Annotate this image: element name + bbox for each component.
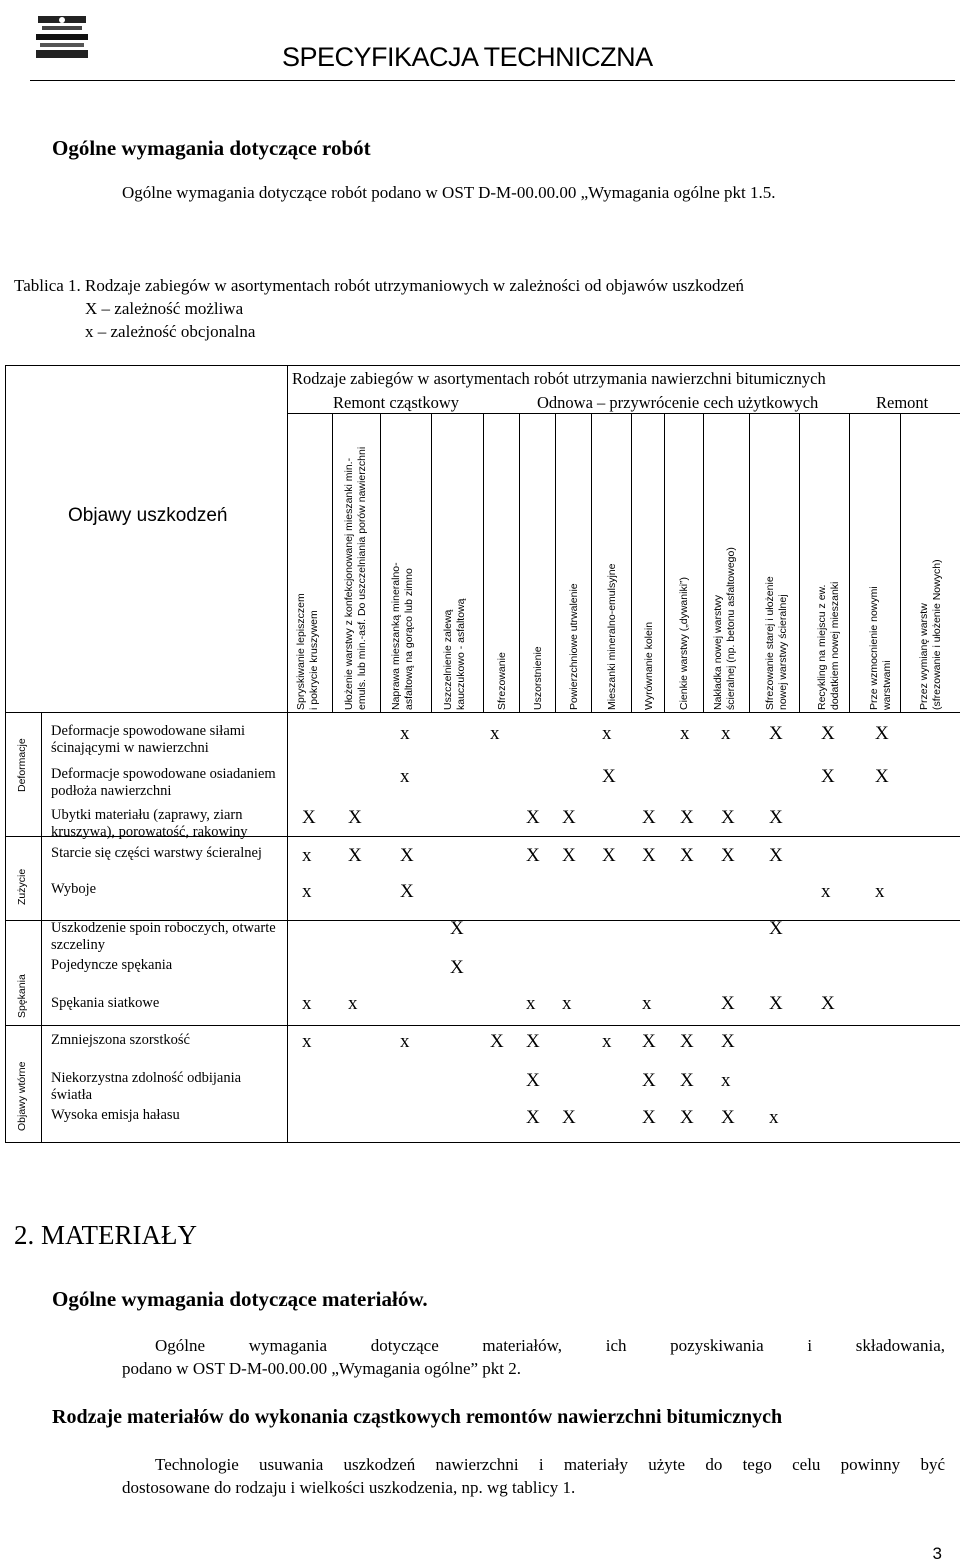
table-mark: X: [721, 993, 735, 1014]
row-name: Pojedyncze spękania: [51, 957, 173, 973]
header-divider: [30, 80, 955, 81]
section-2-title: [14, 1220, 197, 1251]
table-mark: X: [450, 957, 464, 978]
table-mark: x: [302, 881, 312, 902]
table-mark: X: [602, 845, 616, 866]
col-header-roughening: Uszorstnienie: [532, 646, 544, 710]
table-mark: X: [680, 1031, 694, 1052]
col-header-surface-dressing: Powierzchniowe utrwalenie: [568, 583, 580, 710]
col-header-sealing: Uszczelnienie zalewą kauczukowo - asfaltową: [442, 598, 467, 710]
table-mark: X: [526, 845, 540, 866]
table-mark: x: [400, 766, 410, 787]
table-mark: X: [875, 766, 889, 787]
table-mark: X: [875, 723, 889, 744]
table-mark: x: [875, 881, 885, 902]
col-header-overlay: Nakładka nowej warstwy ścieralnej (np. betonu asfaltowego): [712, 547, 737, 710]
row-name: Zmniejszona szorstkość: [51, 1032, 190, 1048]
table-mark: X: [642, 1107, 656, 1128]
col-header-recycling: Recykling na miejscu z ew. dodatkiem nowej mieszanki: [816, 581, 841, 710]
group-header-renewal: Odnowa – przywrócenie cech użytkowych: [537, 393, 819, 412]
col-header-slurry: Mieszanki mineralno-emulsyjne: [606, 563, 618, 710]
table-mark: x: [400, 723, 410, 744]
table-legend-lowercase: x – zależność obcjonalna: [85, 322, 256, 341]
table-mark: X: [302, 807, 316, 828]
table-mark: X: [450, 918, 464, 939]
section-heading-material-types: Rodzaje materiałów do wykonania cząstkowych remontów nawierzchni bitumicznych: [52, 1406, 783, 1428]
col-header-rut-levelling: Wyrównanie kolein: [643, 621, 655, 710]
table-mark: X: [821, 766, 835, 787]
col-header-mill-and-lay: Sfrezowanie starej i ułożenie nowej warstwy ścieralnej: [764, 576, 789, 710]
document-header-title: SPECYFIKACJA TECHNICZNA: [282, 42, 653, 72]
table-caption: [14, 276, 744, 296]
table-caption-line1: Tablica 1. Rodzaje zabiegów w asortymentach robót utrzymaniowych w zależności od objawów uszkodzeń: [14, 276, 745, 295]
table-mark: X: [642, 1070, 656, 1091]
col-header-strengthening: Prze wzmocnienie nowymi warstwami: [868, 586, 893, 710]
table-mark: X: [769, 807, 783, 828]
col-header-spraying: Spryskiwanie lepiszczem i pokrycie kruszywem: [295, 593, 320, 710]
category-deformations: Deformacje: [16, 738, 28, 792]
page-number: 3: [932, 1544, 942, 1563]
group-header-repair: Remont: [876, 393, 929, 412]
table-mark: X: [642, 1031, 656, 1052]
table-mark: X: [721, 1031, 735, 1052]
category-secondary: Objawy wtórne: [16, 1061, 28, 1131]
table-mark: x: [721, 1070, 731, 1091]
table-super-header: Rodzaje zabiegów w asortymentach robót utrzymania nawierzchni bitumicznych: [292, 369, 826, 388]
table-mark: X: [642, 807, 656, 828]
col-header-mix-layer: Ułożenie warstwy z konfekcjonowanej mieszanki min.- emuls. lub min.-asf. Do uszczelniania porów nawierzchni: [343, 446, 368, 710]
table-mark: X: [400, 881, 414, 902]
table-mark: x: [821, 881, 831, 902]
row-name: Ubytki materiału (zaprawy, ziarn kruszywa), porowatość, rakowiny: [51, 807, 248, 840]
table-mark: X: [348, 807, 362, 828]
table-mark: x: [721, 723, 731, 744]
table-mark: X: [526, 1107, 540, 1128]
table-mark: x: [562, 993, 572, 1014]
table-mark: x: [302, 845, 312, 866]
materials-paragraph-line2: podano w OST D-M-00.00.00 „Wymagania ogólne” pkt 2.: [122, 1359, 522, 1378]
row-name: Starcie się części warstwy ścieralnej: [51, 845, 262, 861]
table-mark: X: [680, 1107, 694, 1128]
table-mark: X: [400, 845, 414, 866]
section-heading-materials: Ogólne wymagania dotyczące materiałów.: [52, 1287, 428, 1311]
row-name: Deformacje spowodowane osiadaniem podłoża nawierzchni: [51, 766, 276, 799]
table-mark: x: [769, 1107, 779, 1128]
table-mark: X: [680, 807, 694, 828]
table-mark: X: [348, 845, 362, 866]
technologies-paragraph-line2: dostosowane do rodzaju i wielkości uszkodzenia, np. wg tablicy 1.: [122, 1478, 576, 1497]
table-mark: X: [642, 845, 656, 866]
category-wear: Zużycie: [16, 868, 28, 905]
table-mark: x: [302, 1031, 312, 1052]
category-cracks: Spękania: [16, 974, 28, 1018]
table-mark: x: [602, 723, 612, 744]
table-mark: X: [821, 723, 835, 744]
table-mark: X: [526, 1070, 540, 1091]
table-mark: X: [769, 845, 783, 866]
section-heading-works: Ogólne wymagania dotyczące robót: [52, 136, 371, 160]
table-mark: X: [490, 1031, 504, 1052]
table-mark: X: [526, 807, 540, 828]
row-name: Niekorzystna zdolność odbijania światła: [51, 1070, 242, 1103]
table-mark: x: [602, 1031, 612, 1052]
symptoms-label: Objawy uszkodzeń: [68, 505, 228, 526]
table-mark: x: [348, 993, 358, 1014]
row-name: Wysoka emisja hałasu: [51, 1107, 180, 1123]
col-header-thin-layers: Cienkie warstwy („dywaniki”): [678, 576, 690, 710]
section-text-works: Ogólne wymagania dotyczące robót podano w OST D-M-00.00.00 „Wymagania ogólne pkt 1.5.: [122, 183, 776, 202]
table-mark: X: [721, 845, 735, 866]
table-mark: x: [302, 993, 312, 1014]
table-mark: x: [490, 723, 500, 744]
row-name: Deformacje spowodowane siłami ścinającymi w nawierzchni: [51, 723, 246, 756]
row-name: Wyboje: [51, 881, 97, 897]
row-name: Spękania siatkowe: [51, 995, 160, 1011]
col-header-asphalt-patch: Naprawa mieszanką mineralno- asfaltową na gorąco lub zimno: [390, 562, 415, 710]
section-2-number: 2.: [14, 1220, 35, 1250]
table-mark: x: [400, 1031, 410, 1052]
table-mark: X: [821, 993, 835, 1014]
table-mark: X: [680, 845, 694, 866]
col-header-replacement: Przez wymianę warstw (sfrezowanie i ułożenie Nowych): [918, 559, 943, 710]
table-legend-uppercase: X – zależność możliwa: [85, 299, 244, 318]
row-name: Uszkodzenie spoin roboczych, otwarte szczeliny: [51, 920, 276, 953]
col-header-milling: Sfrezowanie: [496, 652, 508, 710]
table-mark: X: [769, 918, 783, 939]
table-mark: x: [680, 723, 690, 744]
table-mark: x: [642, 993, 652, 1014]
materials-paragraph-line1: Ogólne wymagania dotyczące materiałów, ich pozyskiwania i składowania,: [155, 1336, 945, 1355]
section-2-name: MATERIAŁY: [41, 1220, 197, 1250]
table-mark: X: [769, 993, 783, 1014]
group-header-partial-repair: Remont cząstkowy: [333, 393, 460, 412]
company-logo: [32, 12, 92, 64]
table-mark: X: [562, 1107, 576, 1128]
table-mark: X: [602, 766, 616, 787]
table-mark: X: [721, 807, 735, 828]
table-mark: x: [526, 993, 536, 1014]
technologies-paragraph-line1: Technologie usuwania uszkodzeń nawierzchni i materiały użyte do tego celu powinny być: [155, 1455, 945, 1474]
table-mark: X: [526, 1031, 540, 1052]
table-mark: X: [721, 1107, 735, 1128]
table-mark: X: [562, 845, 576, 866]
table-mark: X: [680, 1070, 694, 1091]
table-mark: X: [769, 723, 783, 744]
table-mark: X: [562, 807, 576, 828]
